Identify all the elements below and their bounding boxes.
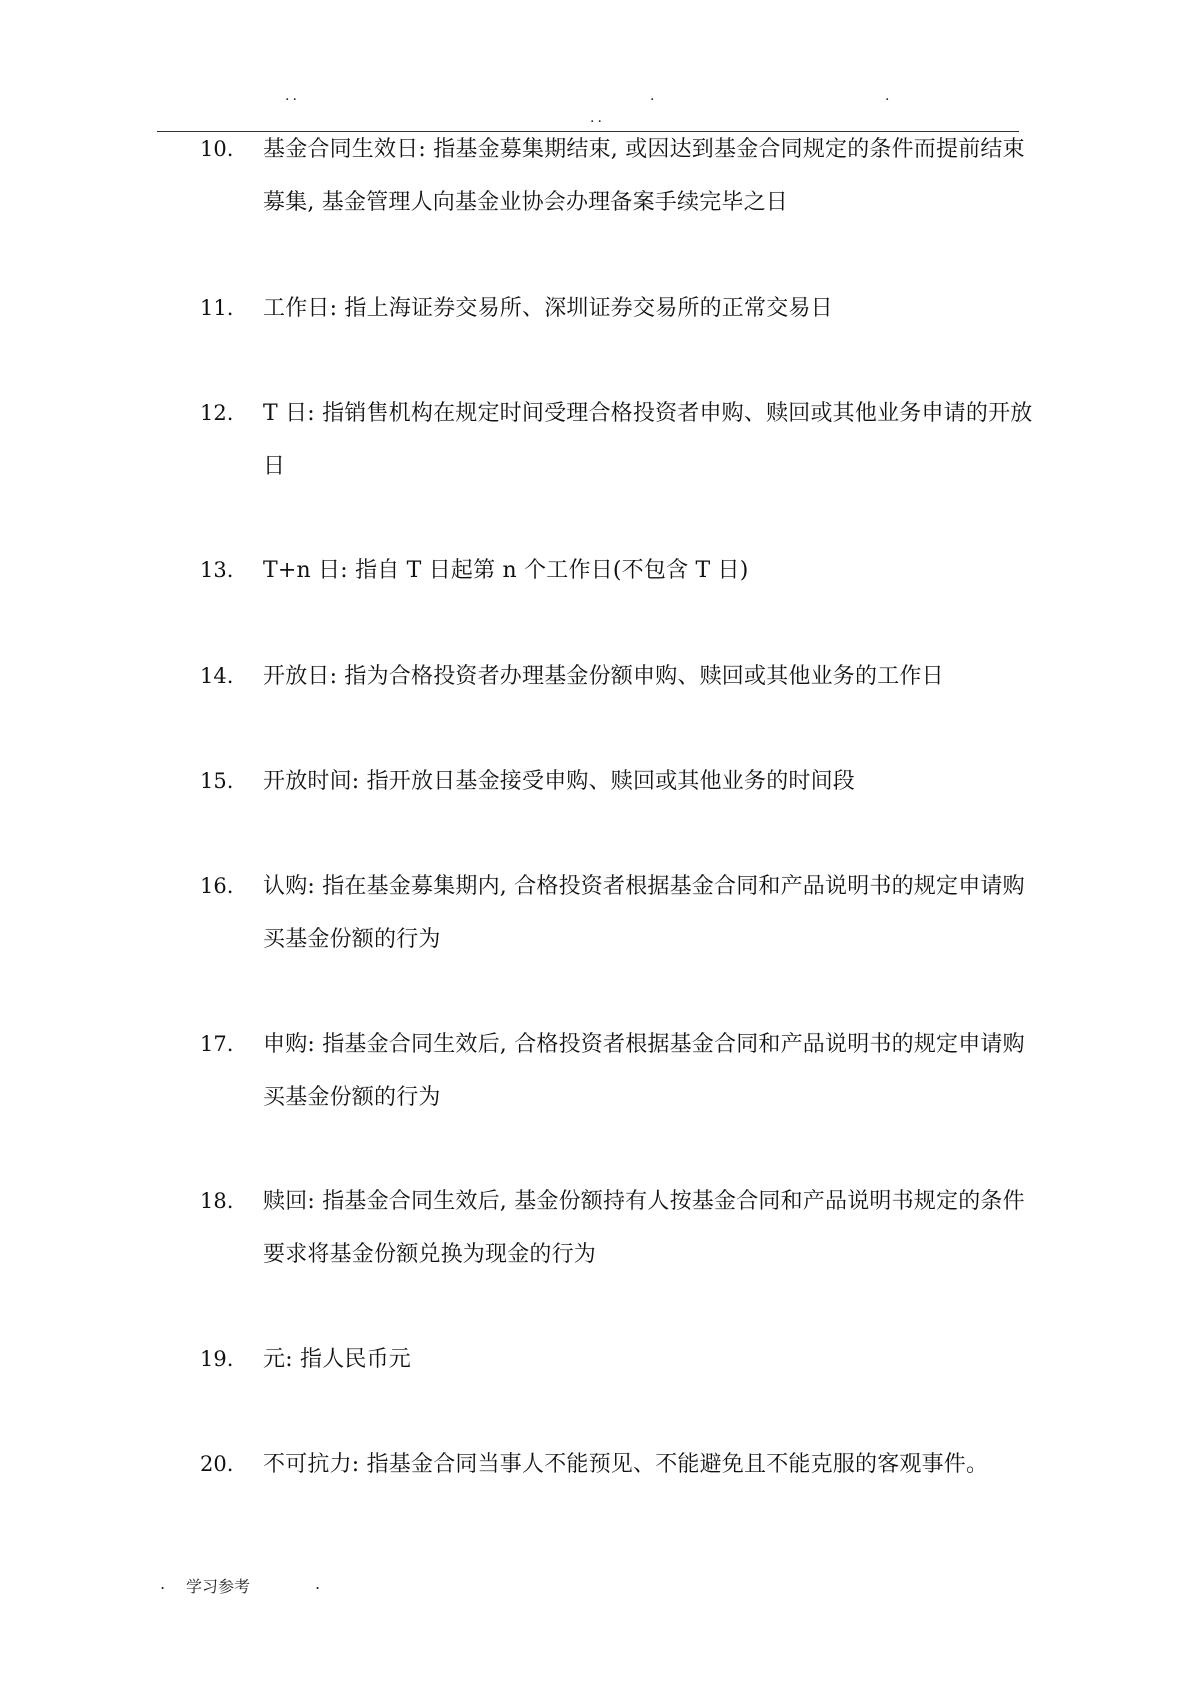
- item-text: 开放时间: 指开放日基金接受申购、赎回或其他业务的时间段: [263, 769, 856, 794]
- item-number: 16.: [200, 874, 234, 898]
- item-number: 15.: [200, 769, 234, 793]
- item-number: 20.: [200, 1452, 234, 1476]
- page-header-dots: [0, 88, 1191, 128]
- item-text: T+n 日: 指自 T 日起第 n 个工作日(不包含 T 日): [263, 558, 749, 583]
- item-number: 14.: [200, 664, 234, 688]
- item-number: 19.: [200, 1347, 234, 1371]
- item-text: 申购: 指基金合同生效后, 合格投资者根据基金合同和产品说明书的规定申请购买基金份额的行为: [263, 1032, 1025, 1110]
- header-dots-left: ..: [285, 88, 300, 104]
- item-text: 赎回: 指基金合同生效后, 基金份额持有人按基金合同和产品说明书规定的条件要求将基金份额兑换为现金的行为: [263, 1189, 1025, 1267]
- item-number: 10.: [200, 137, 234, 161]
- item-text: 工作日: 指上海证券交易所、深圳证券交易所的正常交易日: [263, 296, 833, 321]
- item-number: 11.: [200, 296, 234, 320]
- item-number: 12.: [200, 401, 234, 425]
- item-text: 基金合同生效日: 指基金募集期结束, 或因达到基金合同规定的条件而提前结束募集, 基金管理人向基金业协会办理备案手续完毕之日: [263, 137, 1025, 215]
- item-text: 认购: 指在基金募集期内, 合格投资者根据基金合同和产品说明书的规定申请购买基金份额的行为: [263, 874, 1025, 952]
- item-number: 18.: [200, 1189, 234, 1213]
- header-dots-center: ..: [590, 110, 605, 126]
- footer-dot-left: .: [160, 1574, 166, 1593]
- item-text: 元: 指人民币元: [263, 1347, 412, 1372]
- item-number: 17.: [200, 1032, 234, 1056]
- header-dot-right: .: [885, 88, 890, 104]
- footer-label: 学习参考: [186, 1577, 251, 1596]
- header-dot-mid: .: [650, 88, 655, 104]
- item-number: 13.: [200, 558, 234, 582]
- item-text: T 日: 指销售机构在规定时间受理合格投资者申购、赎回或其他业务申请的开放日: [263, 401, 1033, 479]
- footer-dot-right: .: [315, 1574, 321, 1593]
- item-text: 开放日: 指为合格投资者办理基金份额申购、赎回或其他业务的工作日: [263, 664, 944, 689]
- item-text: 不可抗力: 指基金合同当事人不能预见、不能避免且不能克服的客观事件。: [263, 1452, 989, 1477]
